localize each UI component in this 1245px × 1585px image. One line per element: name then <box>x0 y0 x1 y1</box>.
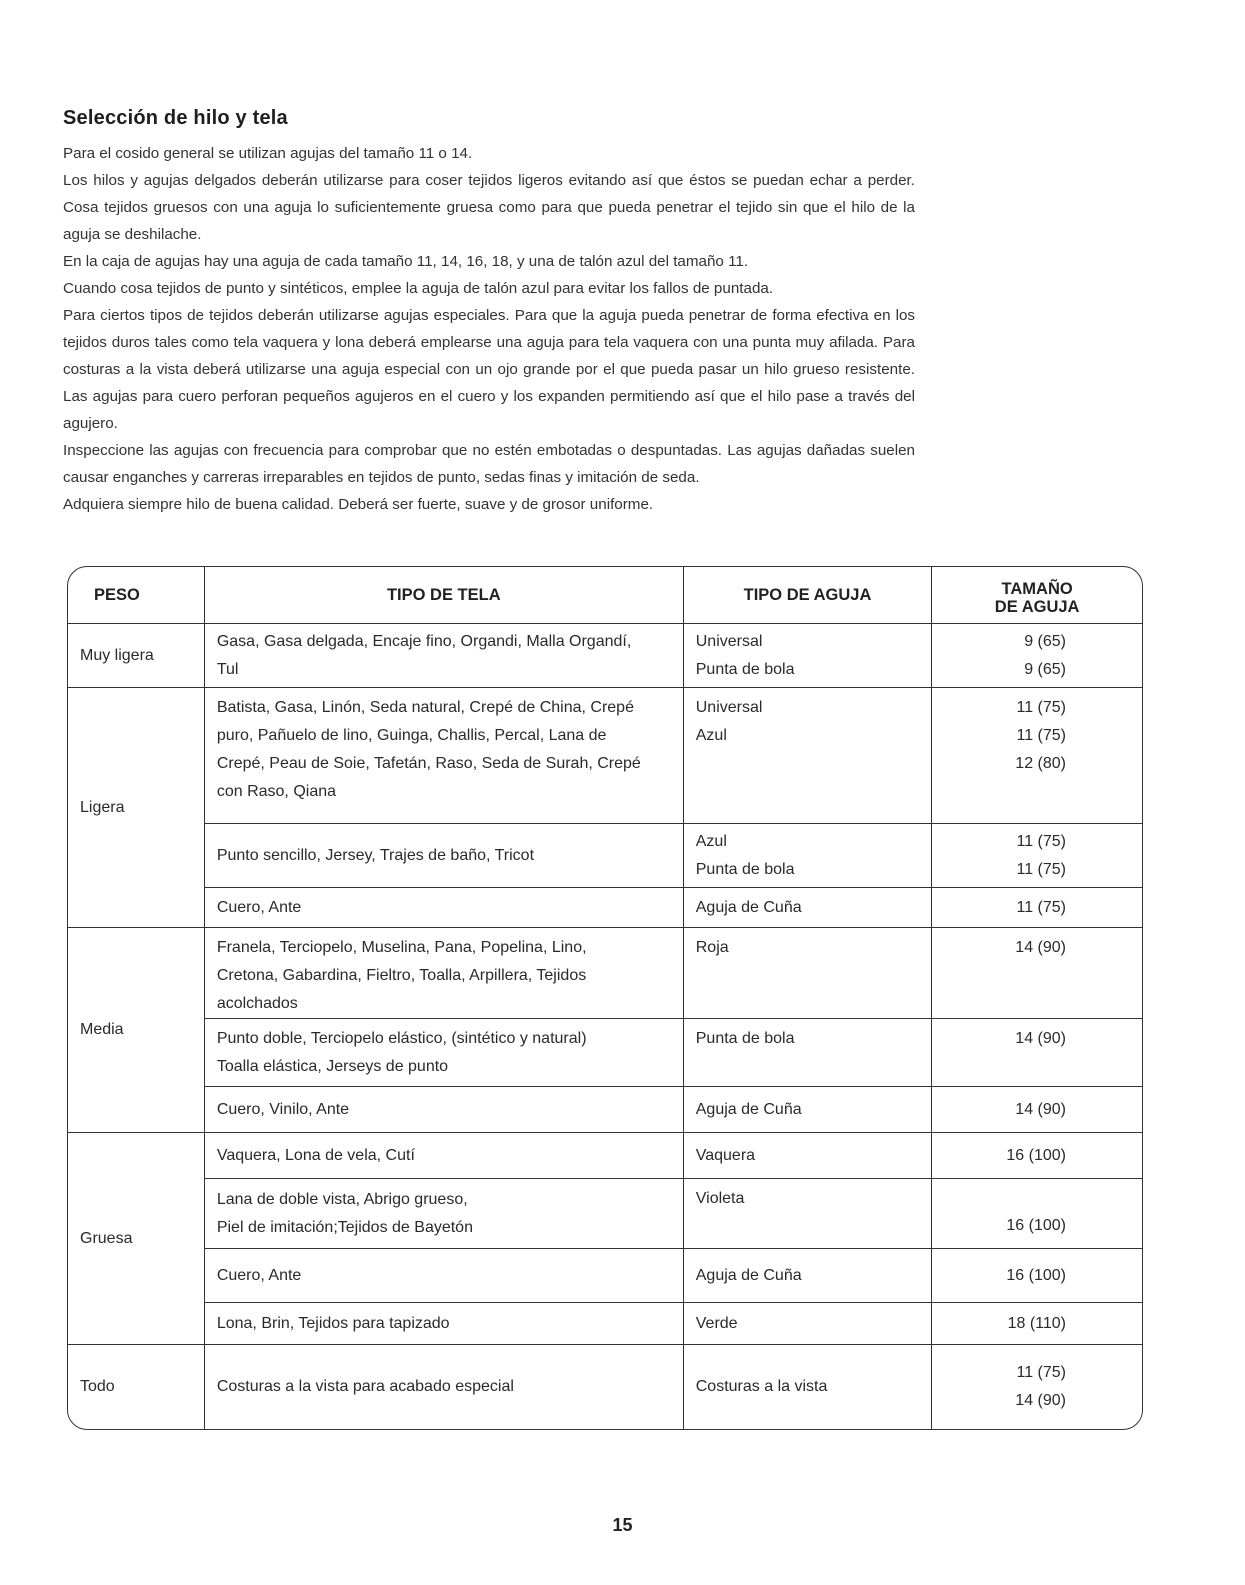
needle-size-cell <box>932 1249 1142 1303</box>
table-header-row <box>68 567 1142 624</box>
needle-size-cell <box>932 1345 1142 1429</box>
table-row <box>68 1179 1142 1249</box>
weight-muy-ligera: Muy ligera <box>68 624 205 688</box>
fabric-line: Cuero, Vinilo, Ante <box>216 1100 350 1118</box>
needle-type-cell <box>684 928 933 1019</box>
header-size-line: DE AGUJA <box>994 598 1080 616</box>
size-line: 16 (100) <box>1006 1146 1066 1164</box>
weight-gruesa: Gruesa <box>68 1133 205 1345</box>
table-row <box>68 1249 1142 1303</box>
needle-size-cell <box>932 624 1142 688</box>
needle-type-cell <box>684 1179 933 1249</box>
needle-type-cell <box>684 1303 933 1345</box>
fabric-cell <box>205 1179 684 1249</box>
needle-type-cell <box>684 688 933 824</box>
needle-line: Costuras a la vista <box>695 1378 828 1395</box>
needle-line: Aguja de Cuña <box>695 898 802 916</box>
table-row <box>68 1133 1142 1179</box>
needle-line: Azul <box>695 727 727 744</box>
fabric-line: Lana de doble vista, Abrigo grueso, <box>216 1190 468 1208</box>
page-number: 15 <box>612 1515 633 1535</box>
fabric-cell <box>205 624 684 688</box>
paragraph: Inspeccione las agujas con frecuencia para comprobar que no estén embotadas o despuntadas. Las agujas dañadas suelen causar enganches y carreras irreparables en tejidos de punto, sedas finas y imitación de seda. <box>63 442 915 486</box>
paragraph: Para ciertos tipos de tejidos deberán utilizarse agujas especiales. Para que la aguja pueda penetrar de forma efectiva en los tejidos duros tales como tela vaquera y lona deberá emplearse una aguja para tela vaquera con una punta muy afilada. Para costuras a la vista deberá utilizarse una aguja especial con un ojo grande por el que pueda pasar un hilo grueso resistente. Las agujas para cuero perforan pequeños agujeros en el cuero y los expanden permitiendo así que el hilo pase a través del agujero. <box>63 307 915 432</box>
needle-type-cell <box>684 1087 933 1133</box>
fabric-cell <box>205 1345 684 1429</box>
fabric-line: Punto doble, Terciopelo elástico, (sintético y natural) <box>216 1029 587 1047</box>
needle-size-cell <box>932 1087 1142 1133</box>
fabric-line: Costuras a la vista para acabado especial <box>216 1378 514 1395</box>
fabric-cell <box>205 1249 684 1303</box>
table-row <box>68 824 1142 888</box>
size-line: 11 (75) <box>1016 1364 1066 1381</box>
needle-type-cell <box>684 1249 933 1303</box>
size-line: 11 (75) <box>1016 727 1066 744</box>
fabric-line: Punto sencillo, Jersey, Trajes de baño, Tricot <box>216 846 535 864</box>
size-line: 9 (65) <box>1024 632 1066 650</box>
paragraph: Los hilos y agujas delgados deberán utilizarse para coser tejidos ligeros evitando así que éstos se puedan echar a perder. Cosa tejidos gruesos con una aguja lo suficientemente gruesa como para que pueda penetrar el tejido sin que el hilo de la aguja se deshilache. <box>63 172 915 243</box>
needle-size-cell <box>932 928 1142 1019</box>
fabric-line: Gasa, Gasa delgada, Encaje fino, Organdi, Malla Organdí, <box>216 632 632 650</box>
paragraph: Cuando cosa tejidos de punto y sintéticos, emplee la aguja de talón azul para evitar los fallos de puntada. <box>63 280 774 297</box>
header-peso: PESO <box>68 567 205 624</box>
needle-type-cell <box>684 1019 933 1087</box>
size-line: 11 (75) <box>1016 860 1066 878</box>
paragraph: Para el cosido general se utilizan agujas del tamaño 11 o 14. <box>63 145 473 162</box>
fabric-cell <box>205 1087 684 1133</box>
fabric-cell <box>205 1303 684 1345</box>
fabric-line: Crepé, Peau de Soie, Tafetán, Raso, Seda de Surah, Crepé <box>216 755 641 772</box>
size-line: 14 (90) <box>1015 1100 1066 1118</box>
size-line: 11 (75) <box>1016 699 1066 716</box>
fabric-line: Cuero, Ante <box>216 898 302 916</box>
size-line: 11 (75) <box>1016 832 1066 850</box>
fabric-line: Vaquera, Lona de vela, Cutí <box>216 1146 415 1164</box>
needle-size-cell <box>932 888 1142 928</box>
weight-ligera: Ligera <box>68 688 205 928</box>
needle-size-cell <box>932 1179 1142 1249</box>
weight-todo: Todo <box>68 1345 205 1429</box>
needle-type-cell <box>684 1133 933 1179</box>
body-text <box>63 140 915 518</box>
fabric-cell <box>205 928 684 1019</box>
needle-line: Aguja de Cuña <box>695 1266 802 1284</box>
needle-size-cell <box>932 688 1142 824</box>
table-row <box>68 1345 1142 1429</box>
needle-line: Punta de bola <box>695 660 795 678</box>
size-line: 12 (80) <box>1015 755 1066 772</box>
header-tipo-tela: TIPO DE TELA <box>205 567 684 624</box>
needle-line: Vaquera <box>695 1146 756 1164</box>
size-line: 14 (90) <box>1015 939 1066 956</box>
needle-type-cell <box>684 1345 933 1429</box>
fabric-line: puro, Pañuelo de lino, Guinga, Challis, Percal, Lana de <box>216 727 607 744</box>
fabric-line: Batista, Gasa, Linón, Seda natural, Crepé de China, Crepé <box>216 699 634 716</box>
needle-line: Verde <box>695 1314 738 1332</box>
paragraph: Adquiera siempre hilo de buena calidad. Deberá ser fuerte, suave y de grosor uniforme. <box>63 496 654 513</box>
needle-line: Roja <box>695 939 729 956</box>
paragraph: En la caja de agujas hay una aguja de cada tamaño 11, 14, 16, 18, y una de talón azul del tamaño 11. <box>63 253 749 270</box>
needle-size-cell <box>932 824 1142 888</box>
fabric-cell <box>205 824 684 888</box>
weight-media: Media <box>68 928 205 1133</box>
header-tamano-aguja <box>932 567 1142 624</box>
table-row <box>68 888 1142 928</box>
needle-size-cell <box>932 1303 1142 1345</box>
size-line: 14 (90) <box>1015 1392 1066 1409</box>
fabric-line: acolchados <box>216 995 298 1012</box>
needle-line: Violeta <box>695 1190 745 1207</box>
fabric-line: Toalla elástica, Jerseys de punto <box>216 1057 449 1075</box>
size-line: 18 (110) <box>1007 1314 1066 1332</box>
fabric-line: Franela, Terciopelo, Muselina, Pana, Popelina, Lino, <box>216 939 587 956</box>
fabric-line: Cuero, Ante <box>216 1266 302 1284</box>
table-row <box>68 688 1142 824</box>
size-line: 16 (100) <box>1006 1217 1066 1234</box>
table-row <box>68 1087 1142 1133</box>
needle-line: Punta de bola <box>695 860 795 878</box>
header-tipo-aguja: TIPO DE AGUJA <box>684 567 933 624</box>
size-line: 11 (75) <box>1016 898 1066 916</box>
table-row <box>68 624 1142 688</box>
needle-size-cell <box>932 1133 1142 1179</box>
fabric-cell <box>205 688 684 824</box>
fabric-cell <box>205 1133 684 1179</box>
table-row <box>68 1303 1142 1345</box>
needle-fabric-table <box>67 566 1143 1430</box>
needle-size-cell <box>932 1019 1142 1087</box>
needle-line: Aguja de Cuña <box>695 1100 802 1118</box>
needle-type-cell <box>684 824 933 888</box>
needle-type-cell <box>684 888 933 928</box>
fabric-cell <box>205 888 684 928</box>
fabric-cell <box>205 1019 684 1087</box>
fabric-line: Cretona, Gabardina, Fieltro, Toalla, Arpillera, Tejidos <box>216 967 587 984</box>
table-row <box>68 928 1142 1019</box>
size-line: 9 (65) <box>1024 660 1066 678</box>
fabric-line: Lona, Brin, Tejidos para tapizado <box>216 1314 450 1332</box>
fabric-line: Piel de imitación;Tejidos de Bayetón <box>216 1218 473 1236</box>
needle-line: Universal <box>695 632 763 650</box>
header-size-line: TAMAÑO <box>1001 580 1073 598</box>
needle-line: Universal <box>695 699 763 716</box>
needle-line: Azul <box>695 832 727 850</box>
table-row <box>68 1019 1142 1087</box>
section-title: Selección de hilo y tela <box>63 107 288 129</box>
needle-type-cell <box>684 624 933 688</box>
fabric-line: Tul <box>216 660 239 678</box>
size-line: 14 (90) <box>1015 1030 1066 1047</box>
fabric-line: con Raso, Qiana <box>216 783 337 800</box>
needle-line: Punta de bola <box>695 1030 795 1047</box>
size-line: 16 (100) <box>1006 1266 1066 1284</box>
